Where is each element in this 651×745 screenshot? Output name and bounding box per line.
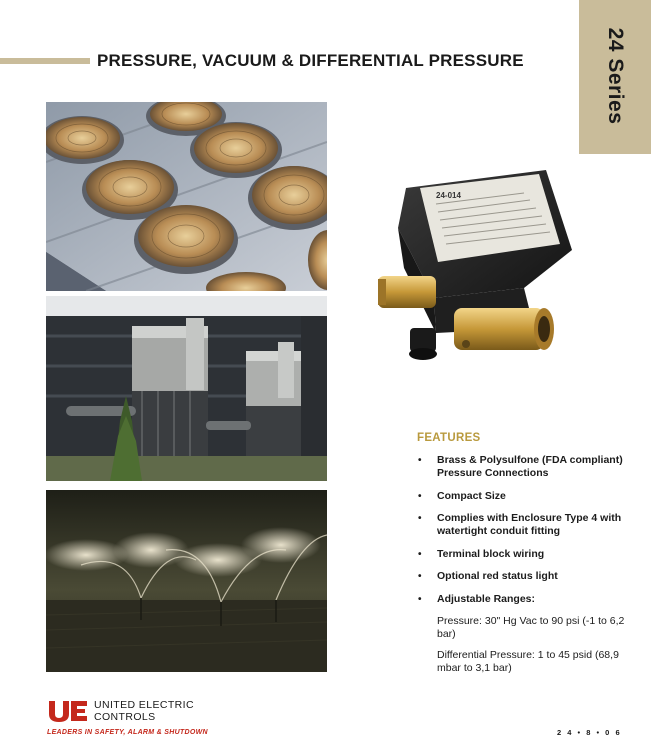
company-name: UNITED ELECTRIC CONTROLS: [94, 699, 194, 723]
title-accent-bar: [0, 58, 90, 64]
differential-pressure-range-item: Differential Pressure: 1 to 45 psid (68,9 mbar to 3,1 bar): [437, 649, 619, 674]
feature-item: • Brass & Polysulfone (FDA compliant) Pressure Connections: [418, 454, 623, 479]
feature-item: • Optional red status light: [418, 570, 558, 582]
pressure-switch-product-image: [374, 158, 584, 368]
company-logo: [47, 699, 247, 739]
rooftop-condenser-fans-photo: [46, 102, 327, 291]
series-tab-label: 24 Series: [604, 27, 627, 125]
pressure-range-item: Pressure: 30" Hg Vac to 90 psi (-1 to 6,2 bar): [437, 615, 625, 640]
page-title: PRESSURE, VACUUM & DIFFERENTIAL PRESSURE: [97, 51, 524, 70]
company-tagline: LEADERS IN SAFETY, ALARM & SHUTDOWN: [47, 729, 208, 736]
page-number-text: 2 4 • 8 • 0 6: [557, 728, 622, 737]
feature-item: • Complies with Enclosure Type 4 with watertight conduit fitting: [418, 512, 622, 537]
field-irrigation-sprinklers-photo: [46, 490, 327, 672]
feature-item: • Compact Size: [418, 489, 506, 502]
features-list: [417, 454, 632, 683]
series-tab: [579, 0, 651, 154]
industrial-cooling-towers-photo: [46, 296, 327, 481]
page-number: [557, 728, 622, 737]
product-model-label: 24-014: [436, 191, 461, 200]
feature-item: • Adjustable Ranges:: [418, 592, 536, 605]
feature-item: • Terminal block wiring: [418, 547, 545, 560]
ue-logo-mark: [47, 699, 89, 723]
features-heading: FEATURES: [417, 432, 481, 444]
